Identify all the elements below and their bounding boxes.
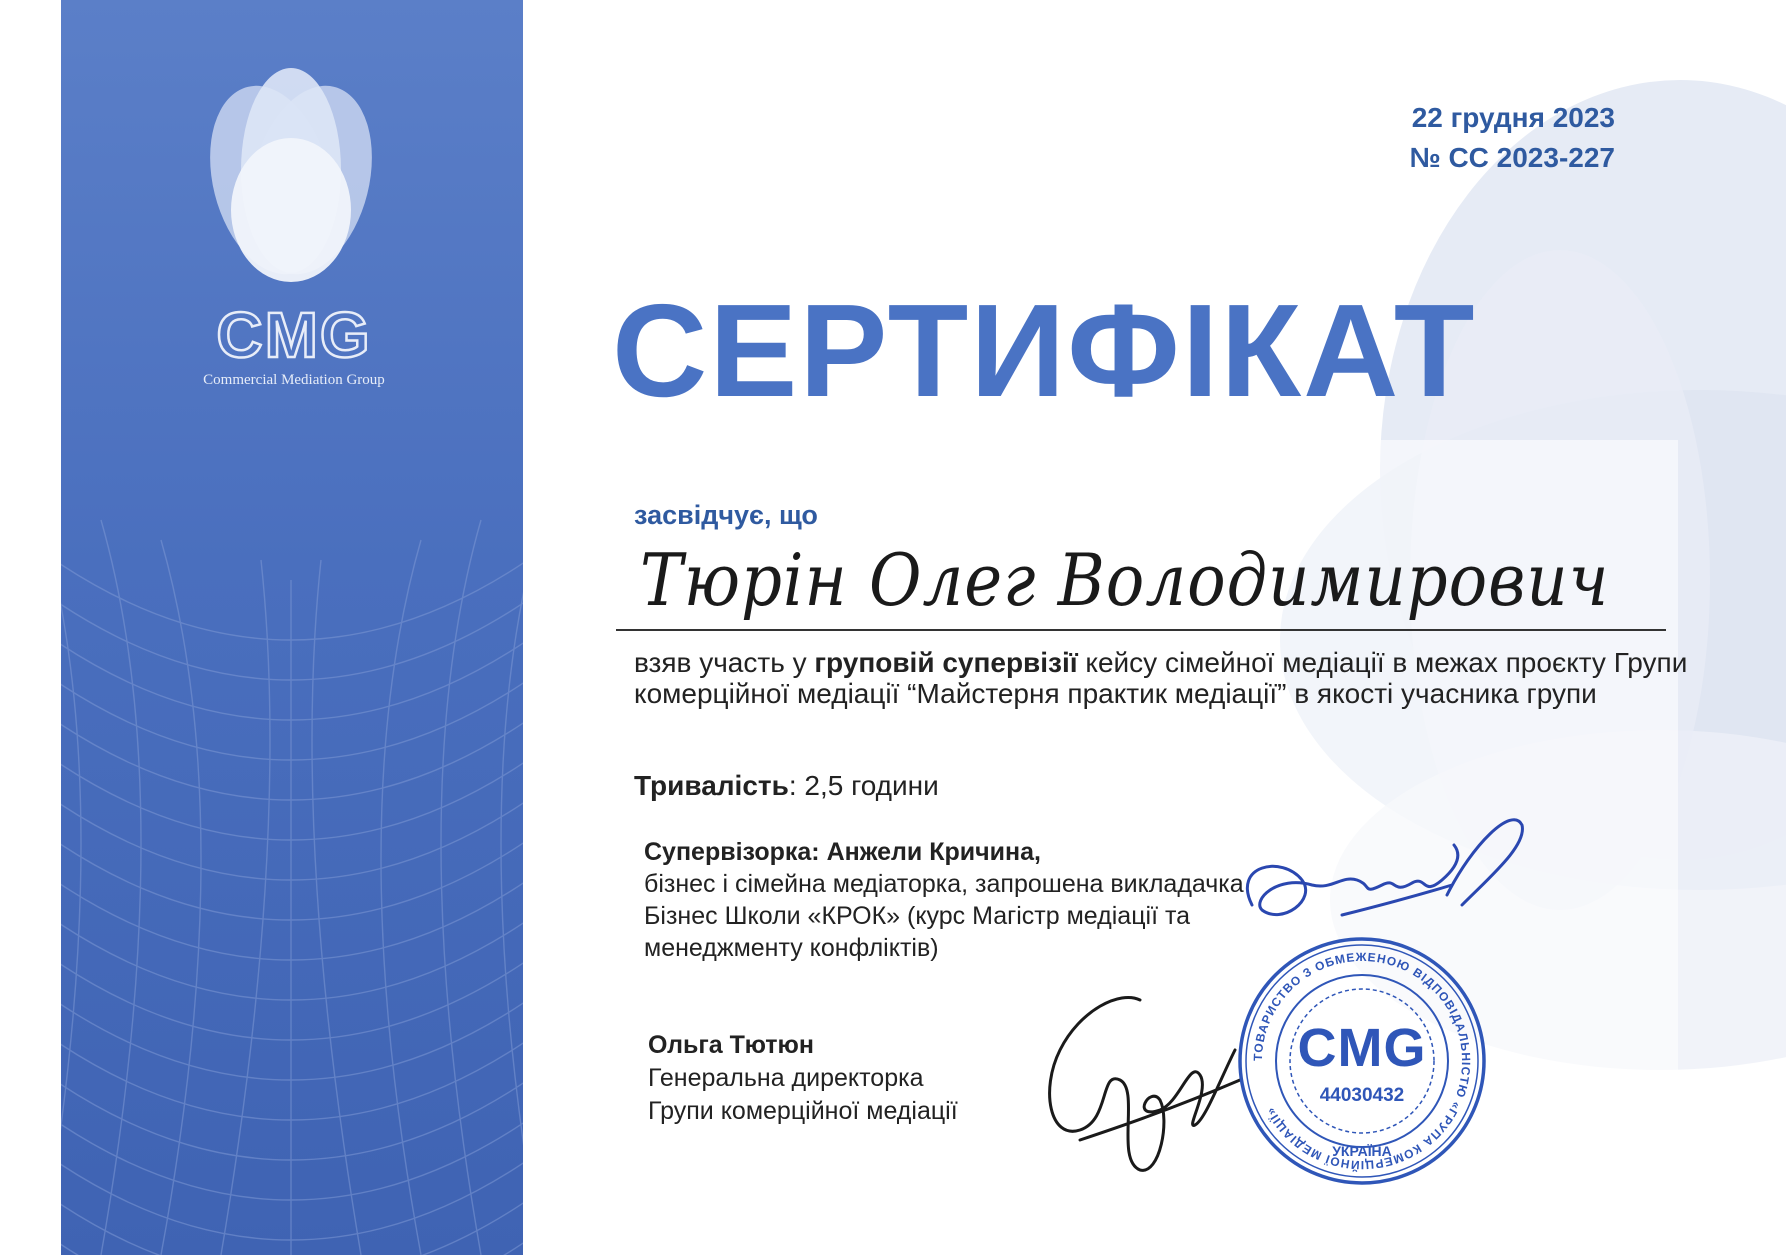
director-position-2: Групи комерційної медіації <box>648 1097 958 1125</box>
company-stamp <box>1236 935 1488 1187</box>
certificate-number: № CC 2023-227 <box>1409 142 1615 173</box>
name-underline <box>616 629 1666 631</box>
body-prefix: взяв участь у <box>634 647 815 678</box>
supervisor-block <box>644 836 1244 964</box>
sidebar-pattern <box>61 0 523 1255</box>
brand-sidebar <box>61 0 523 1255</box>
issue-date: 22 грудня 2023 <box>1411 102 1615 133</box>
logo-wordmark: CMG <box>216 299 372 371</box>
stamp-code: 44030432 <box>1319 1085 1405 1106</box>
participation-text <box>634 647 1694 709</box>
supervisor-description: бізнес і сімейна медіаторка, запрошена викладачка Бізнес Школи «КРОК» (курс Магістр медіації та менеджменту конфліктів) <box>644 870 1244 962</box>
stamp-country: УКРАЇНА <box>1332 1143 1392 1159</box>
director-name: Ольга Тютюн <box>648 1031 814 1059</box>
director-signature <box>1020 990 1260 1190</box>
duration-value: : 2,5 години <box>788 770 939 801</box>
certifies-label: засвідчує, що <box>634 500 818 530</box>
supervisor-name: Супервізорка: Анжели Кричина, <box>644 838 1041 866</box>
director-block <box>648 1029 1068 1128</box>
logo-subtitle: Commercial Mediation Group <box>203 372 385 388</box>
duration <box>634 770 939 802</box>
certificate-meta <box>1409 98 1615 178</box>
director-position-1: Генеральна директорка <box>648 1064 924 1092</box>
stamp-ring-text: ТОВАРИСТВО З ОБМЕЖЕНОЮ ВІДПОВІДАЛЬНІСТЮ «ГРУПА КОМЕРЦІЙНОЇ МЕДІАЦІЇ» <box>1250 949 1474 1173</box>
lotus-logo-icon <box>191 68 390 287</box>
body-suffix: кейсу сімейної медіації в межах проєкту Групи комерційної медіації “Майстерня практик медіації” в якості учасника групи <box>634 647 1688 709</box>
duration-label: Тривалість <box>634 770 789 801</box>
stamp-center-text: CMG <box>1297 1018 1427 1078</box>
body-bold: груповій супервізії <box>814 647 1078 678</box>
recipient-name: Тюрін Олег Володимирович <box>640 540 1610 623</box>
certificate-title: СЕРТИФІКАТ <box>612 277 1477 424</box>
